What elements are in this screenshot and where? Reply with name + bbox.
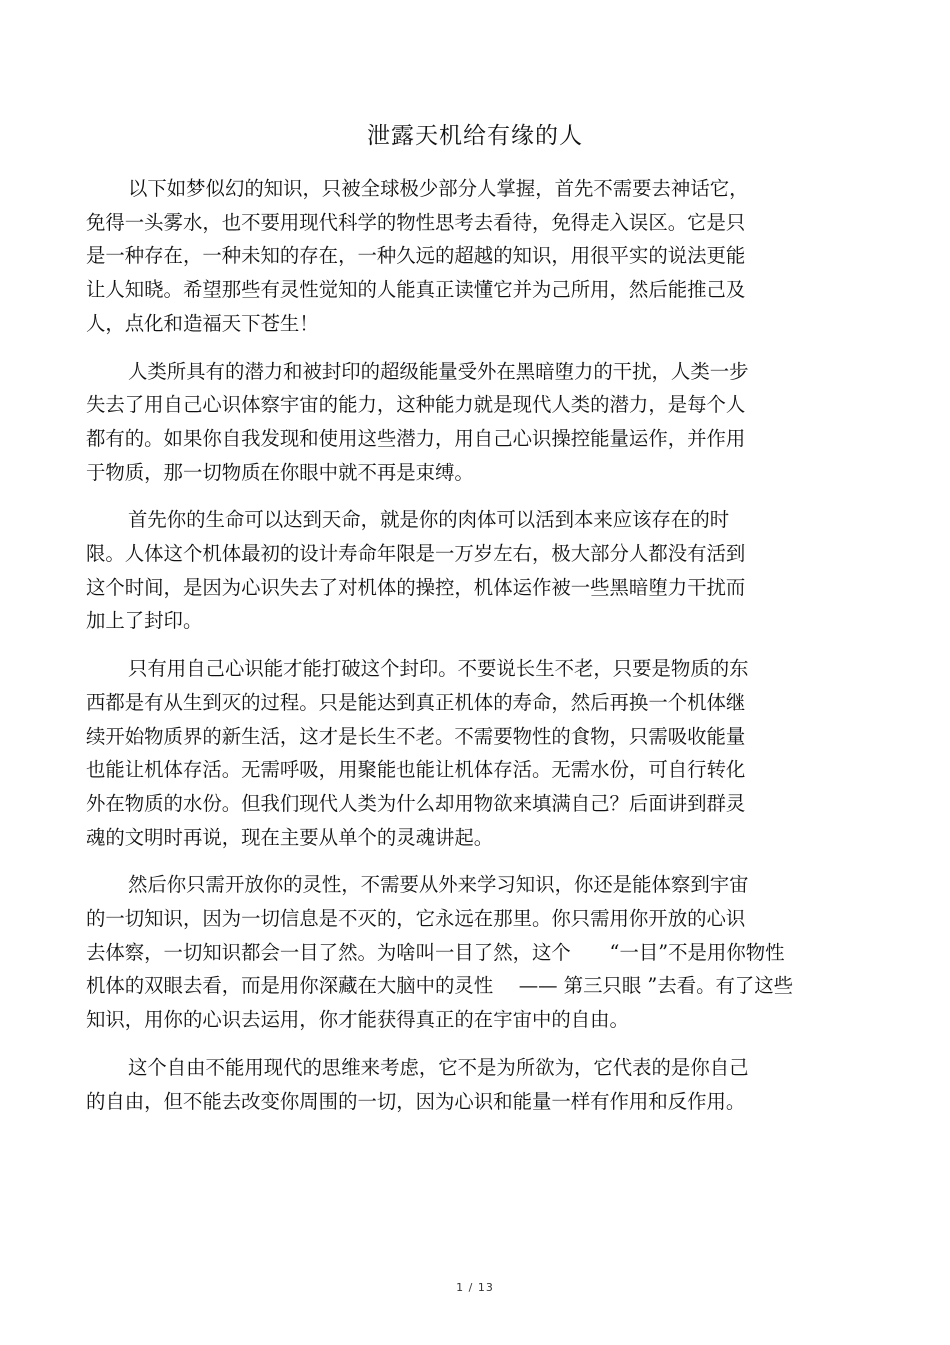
paragraph	[86, 868, 852, 1037]
text-line: 的自由，但不能去改变你周围的一切，因为心识和能量一样有作用和反作用。	[86, 1089, 746, 1113]
text-line: 只有用自己心识能才能打破这个封印。不要说长生不老，只要是物质的东	[128, 657, 749, 681]
text-line: 魂的文明时再说，现在主要从单个的灵魂讲起。	[86, 825, 494, 849]
text-line: 限。人体这个机体最初的设计寿命年限是一万岁左右，极大部分人都没有活到	[86, 542, 746, 566]
text-line: 知识，用你的心识去运用，你才能获得真正的在宇宙中的自由。	[86, 1008, 629, 1032]
text-line: 机体的双眼去看，而是用你深藏在大脑中的灵性 —— 第三只眼 ”去看。有了这些	[86, 974, 794, 998]
text-line: 都有的。如果你自我发现和使用这些潜力，用自己心识操控能量运作，并作用	[86, 426, 746, 450]
document-body	[86, 172, 852, 1132]
text-line: 外在物质的水份。但我们现代人类为什么却用物欲来填满自己？后面讲到群灵	[86, 791, 746, 815]
text-line: 的一切知识，因为一切信息是不灭的，它永远在那里。你只需用你开放的心识	[86, 907, 746, 931]
text-line: 让人知晓。希望那些有灵性觉知的人能真正读懂它并为己所用，然后能推己及	[86, 278, 746, 302]
text-line: 加上了封印。	[86, 609, 203, 633]
text-line: 是一种存在，一种未知的存在，一种久远的超越的知识，用很平实的说法更能	[86, 244, 746, 268]
text-line: 然后你只需开放你的灵性，不需要从外来学习知识，你还是能体察到宇宙	[128, 873, 749, 897]
paragraph	[86, 355, 852, 490]
text-line: 失去了用自己心识体察宇宙的能力，这种能力就是现代人类的潜力，是每个人	[86, 393, 746, 417]
text-line: 人类所具有的潜力和被封印的超级能量受外在黑暗堕力的干扰，人类一步	[128, 359, 749, 383]
text-line: 于物质，那一切物质在你眼中就不再是束缚。	[86, 460, 474, 484]
text-line: 西都是有从生到灭的过程。只是能达到真正机体的寿命，然后再换一个机体继	[86, 690, 746, 714]
text-line: 去体察，一切知识都会一目了然。为啥叫一目了然，这个 “一目”不是用你物性	[86, 940, 785, 964]
text-line: 这个时间，是因为心识失去了对机体的操控，机体运作被一些黑暗堕力干扰而	[86, 575, 746, 599]
paragraph	[86, 503, 852, 638]
text-line: 这个自由不能用现代的思维来考虑，它不是为所欲为，它代表的是你自己	[128, 1055, 749, 1079]
text-line: 以下如梦似幻的知识，只被全球极少部分人掌握，首先不需要去神话它，	[128, 177, 749, 200]
paragraph	[86, 172, 852, 341]
text-line: 人，点化和造福天下苍生！	[86, 311, 319, 335]
paragraph	[86, 652, 852, 854]
text-line: 首先你的生命可以达到天命，就是你的肉体可以活到本来应该存在的时	[128, 508, 730, 532]
text-line: 续开始物质界的新生活，这才是长生不老。不需要物性的食物，只需吸收能量	[86, 724, 746, 748]
page-indicator: 1 / 13	[456, 1281, 494, 1294]
document-title: 泄露天机给有缘的人	[367, 123, 583, 149]
paragraph	[86, 1051, 852, 1118]
text-line: 也能让机体存活。无需呼吸，用聚能也能让机体存活。无需水份，可自行转化	[86, 758, 746, 782]
text-line: 免得一头雾水，也不要用现代科学的物性思考去看待，免得走入误区。它是只	[86, 210, 746, 234]
